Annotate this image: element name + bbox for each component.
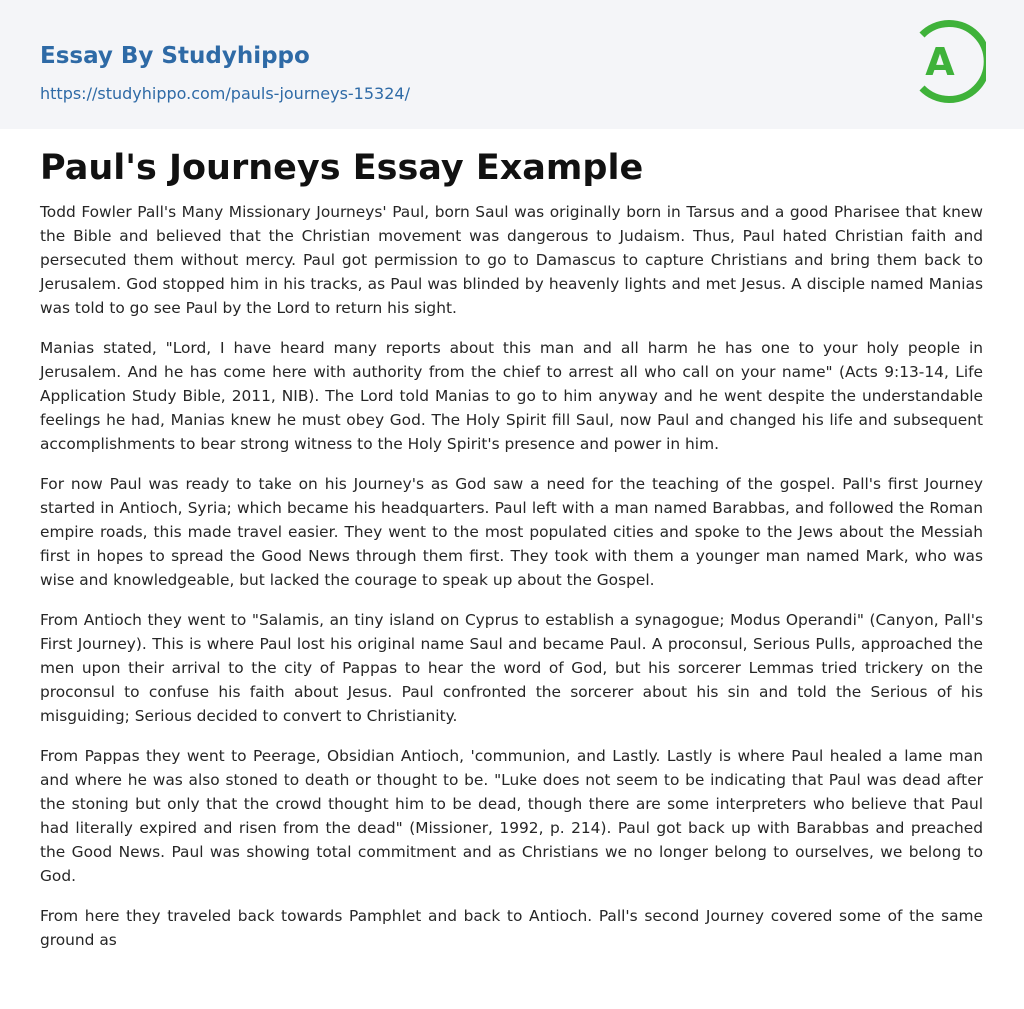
studyhippo-logo-icon[interactable] [912,18,986,106]
essay-body [40,200,983,968]
essay-paragraph: From Antioch they went to "Salamis, an tiny island on Cyprus to establish a synagogue; Modus Operandi" (Canyon, Pall's First Journey). This is where Paul lost his original name Saul and became Paul. A proconsul, Serious Pulls, approached the men upon their arrival to the city of Pappas to hear the word of God, but his sorcerer Lemmas tried trickery on the proconsul to confuse his faith about Jesus. Paul confronted the sorcerer about his sin and told the Serious of his misguiding; Serious decided to convert to Christianity. [40,611,983,725]
logo-letter: A [925,40,955,84]
site-header [0,0,1024,129]
essay-paragraph: For now Paul was ready to take on his Journey's as God saw a need for the teaching of the gospel. Pall's first Journey started in Antioch, Syria; which became his headquarters. Paul left with a man named Barabbas, and followed the Roman empire roads, this made travel easier. They went to the most populated cities and spoke to the Jews about the Messiah first in hopes to spread the Good News through them first. They took with them a younger man named Mark, who was wise and knowledgeable, but lacked the courage to speak up about the Gospel. [40,475,983,589]
essay-paragraph: From here they traveled back towards Pamphlet and back to Antioch. Pall's second Journey covered some of the same ground as [40,907,983,949]
essay-paragraph: Todd Fowler Pall's Many Missionary Journeys' Paul, born Saul was originally born in Tarsus and a good Pharisee that knew the Bible and believed that the Christian movement was dangerous to Judaism. Thus, Paul hated Christian faith and persecuted them without mercy. Paul got permission to go to Damascus to capture Christians and bring them back to Jerusalem. God stopped him in his tracks, as Paul was blinded by heavenly lights and met Jesus. A disciple named Manias was told to go see Paul by the Lord to return his sight. [40,203,983,317]
site-brand[interactable]: Essay By Studyhippo [40,43,310,69]
essay-paragraph: Manias stated, "Lord, I have heard many reports about this man and all harm he has one to your holy people in Jerusalem. And he has come here with authority from the chief to arrest all who call on your name" (Acts 9:13-14, Life Application Study Bible, 2011, NIB). The Lord told Manias to go to him anyway and he went despite the understandable feelings he had, Manias knew he must obey God. The Holy Spirit fill Saul, now Paul and changed his life and subsequent accomplishments to bear strong witness to the Holy Spirit's presence and power in him. [40,339,983,453]
essay-paragraph: From Pappas they went to Peerage, Obsidian Antioch, 'communion, and Lastly. Lastly is where Paul healed a lame man and where he was also stoned to death or thought to be. "Luke does not seem to be indicating that Paul was dead after the stoning but only that the crowd thought him to be dead, though there are some interpreters who believe that Paul had literally expired and risen from the dead" (Missioner, 1992, p. 214). Paul got back up with Barabbas and preached the Good News. Paul was showing total commitment and as Christians we no longer belong to ourselves, we belong to God. [40,747,983,885]
source-url-link[interactable]: https://studyhippo.com/pauls-journeys-15324/ [40,84,410,103]
page-title: Paul's Journeys Essay Example [40,148,644,188]
